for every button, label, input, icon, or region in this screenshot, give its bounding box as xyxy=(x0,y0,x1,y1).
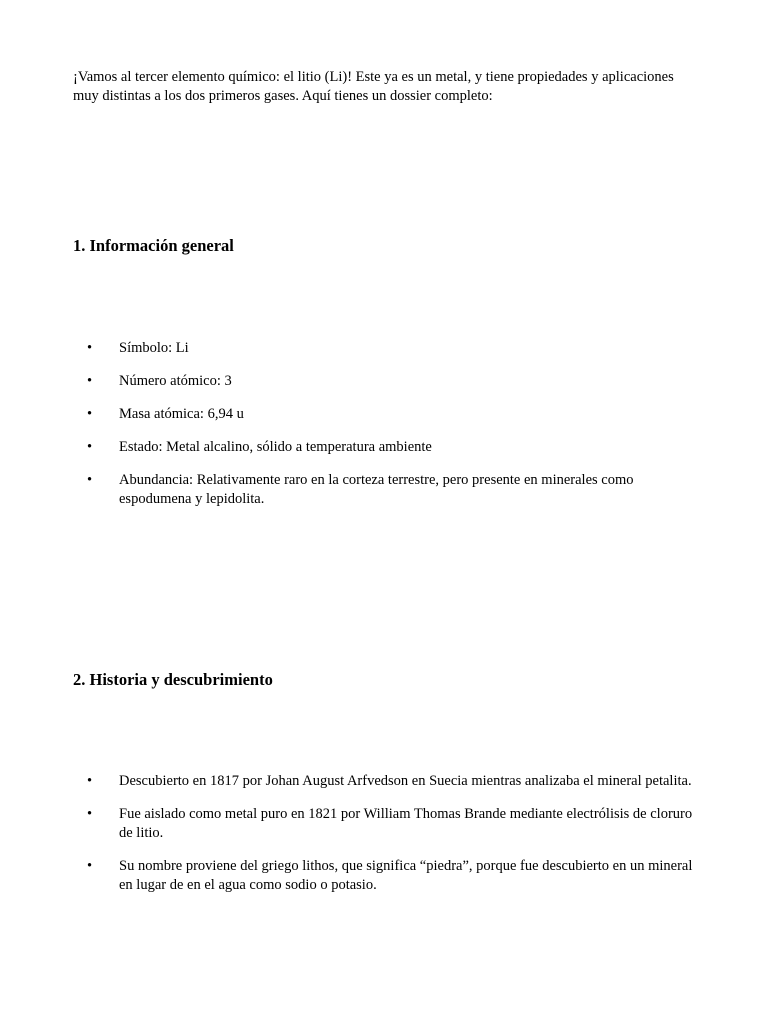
list-item xyxy=(0,857,699,895)
bullet-icon: • xyxy=(87,472,93,488)
list-item-text: Número atómico: 3 xyxy=(119,373,232,389)
list-item-text: Abundancia: Relativamente raro en la corteza terrestre, pero presente en minerales como espodumena y lepidolita. xyxy=(119,472,634,507)
bullet-icon: • xyxy=(87,806,93,822)
list-item-text: Masa atómica: 6,94 u xyxy=(119,406,244,422)
bullet-icon: • xyxy=(87,406,93,422)
bullet-icon: • xyxy=(87,373,93,389)
list-item xyxy=(0,471,699,509)
list-item-text: Descubierto en 1817 por Johan August Arfvedson en Suecia mientras analizaba el mineral petalita. xyxy=(119,773,692,789)
list-item xyxy=(0,372,699,391)
bullet-icon: • xyxy=(87,858,93,874)
section-heading-general-info: 1. Información general xyxy=(73,236,234,255)
intro-paragraph: ¡Vamos al tercer elemento químico: el litio (Li)! Este ya es un metal, y tiene propiedades y aplicaciones muy distintas a los dos primeros gases. Aquí tienes un dossier completo: xyxy=(73,69,674,104)
general-info-list xyxy=(0,339,768,523)
list-item xyxy=(0,438,699,457)
list-item-text: Estado: Metal alcalino, sólido a temperatura ambiente xyxy=(119,439,432,455)
list-item xyxy=(0,772,699,791)
list-item xyxy=(0,805,699,843)
history-list xyxy=(0,772,768,909)
list-item-text: Fue aislado como metal puro en 1821 por William Thomas Brande mediante electrólisis de cloruro de litio. xyxy=(119,806,693,841)
bullet-icon: • xyxy=(87,340,93,356)
list-item xyxy=(0,339,699,358)
list-item xyxy=(0,405,699,424)
bullet-icon: • xyxy=(87,773,93,789)
bullet-icon: • xyxy=(87,439,93,455)
list-item-text: Símbolo: Li xyxy=(119,340,189,356)
list-item-text: Su nombre proviene del griego lithos, que significa “piedra”, porque fue descubierto en un mineral en lugar de en el agua como sodio o potasio. xyxy=(119,858,693,893)
section-heading-history: 2. Historia y descubrimiento xyxy=(73,670,273,689)
